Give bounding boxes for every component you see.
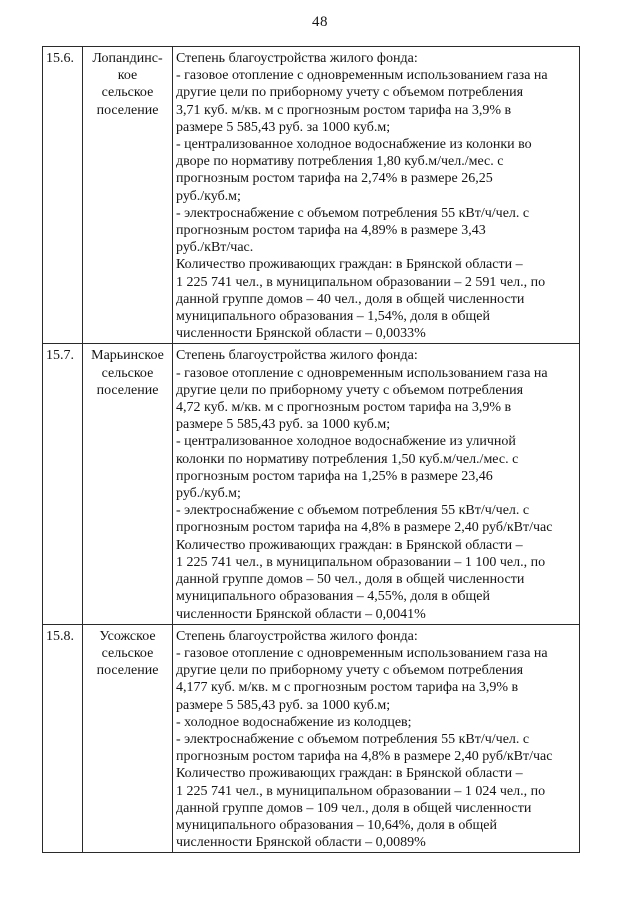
description-line: - холодное водоснабжение из колодцев; bbox=[176, 714, 412, 730]
description-line: размере 5 585,43 руб. за 1000 куб.м; bbox=[176, 697, 391, 713]
description-line: муниципального образования – 4,55%, доля в общей bbox=[176, 589, 491, 605]
description-line: руб./куб.м; bbox=[176, 486, 241, 502]
settlement-name-line: Усожское bbox=[99, 628, 156, 644]
settlement-name bbox=[83, 624, 173, 853]
description-line: прогнозным ростом тарифа на 4,89% в размере 3,43 bbox=[176, 223, 486, 239]
description-line: численности Брянской области – 0,0089% bbox=[176, 835, 426, 851]
description-line: прогнозным ростом тарифа на 4,8% в размере 2,40 руб/кВт/час bbox=[176, 520, 553, 536]
description-line: муниципального образования – 10,64%, доля в общей bbox=[176, 817, 498, 833]
description-line: Количество проживающих граждан: в Брянской области – bbox=[176, 257, 523, 273]
description-line: дворе по нормативу потребления 1,80 куб.м/чел./мес. с bbox=[176, 154, 504, 170]
description-line: численности Брянской области – 0,0041% bbox=[176, 606, 426, 622]
description-line: руб./куб.м; bbox=[176, 188, 241, 204]
table-row bbox=[43, 624, 580, 853]
row-number: 15.6. bbox=[43, 47, 83, 344]
description-line: колонки по нормативу потребления 1,50 куб.м/чел./мес. с bbox=[176, 451, 519, 467]
settlement-name-line: поселение bbox=[96, 382, 159, 398]
description-line: Степень благоустройства жилого фонда: bbox=[176, 51, 418, 66]
description-line: 3,71 куб. м/кв. м с прогнозным ростом тарифа на 3,9% в bbox=[176, 102, 512, 118]
settlement-name-line: Марьинское bbox=[91, 348, 164, 364]
housing-description bbox=[173, 344, 580, 624]
row-number: 15.8. bbox=[43, 624, 83, 853]
description-line: Количество проживающих граждан: в Брянской области – bbox=[176, 537, 523, 553]
description-line: - газовое отопление с одновременным использованием газа на bbox=[176, 68, 548, 84]
description-line: другие цели по приборному учету с объемом потребления bbox=[176, 663, 524, 679]
description-line: данной группе домов – 40 чел., доля в общей численности bbox=[176, 291, 525, 307]
description-line: прогнозным ростом тарифа на 4,8% в размере 2,40 руб/кВт/час bbox=[176, 749, 553, 765]
description-line: руб./кВт/час. bbox=[176, 240, 254, 256]
settlement-name-line: кое bbox=[117, 68, 138, 84]
description-line: другие цели по приборному учету с объемом потребления bbox=[176, 382, 524, 398]
description-line: размере 5 585,43 руб. за 1000 куб.м; bbox=[176, 119, 391, 135]
description-line: прогнозным ростом тарифа на 1,25% в размере 23,46 bbox=[176, 468, 493, 484]
description-line: 4,72 куб. м/кв. м с прогнозным ростом тарифа на 3,9% в bbox=[176, 400, 512, 416]
description-line: - газовое отопление с одновременным использованием газа на bbox=[176, 365, 548, 381]
housing-description bbox=[173, 624, 580, 853]
description-line: прогнозным ростом тарифа на 2,74% в размере 26,25 bbox=[176, 171, 493, 187]
description-line: 1 225 741 чел., в муниципальном образовании – 1 024 чел., по bbox=[176, 783, 546, 799]
settlement-name-line: сельское bbox=[101, 85, 154, 101]
table-row bbox=[43, 344, 580, 624]
description-line: 1 225 741 чел., в муниципальном образовании – 2 591 чел., по bbox=[176, 274, 546, 290]
description-line: 4,177 куб. м/кв. м с прогнозным ростом тарифа на 3,9% в bbox=[176, 680, 519, 696]
description-line: - газовое отопление с одновременным использованием газа на bbox=[176, 645, 548, 661]
row-number: 15.7. bbox=[43, 344, 83, 624]
description-line: муниципального образования – 1,54%, доля в общей bbox=[176, 309, 491, 325]
settlement-name bbox=[83, 47, 173, 344]
table-body bbox=[43, 47, 580, 853]
settlement-name-line: Лопандинс- bbox=[92, 51, 163, 66]
description-line: данной группе домов – 50 чел., доля в общей численности bbox=[176, 572, 525, 588]
description-line: размере 5 585,43 руб. за 1000 куб.м; bbox=[176, 417, 391, 433]
description-line: данной группе домов – 109 чел., доля в общей численности bbox=[176, 800, 532, 816]
settlement-name-line: поселение bbox=[96, 663, 159, 679]
description-line: - электроснабжение с объемом потребления 55 кВт/ч/чел. с bbox=[176, 731, 530, 747]
description-line: 1 225 741 чел., в муниципальном образовании – 1 100 чел., по bbox=[176, 554, 546, 570]
utilities-table bbox=[42, 46, 580, 853]
description-line: численности Брянской области – 0,0033% bbox=[176, 326, 426, 342]
description-line: Количество проживающих граждан: в Брянской области – bbox=[176, 766, 523, 782]
description-line: - централизованное холодное водоснабжение из уличной bbox=[176, 434, 516, 450]
page-number: 48 bbox=[312, 14, 328, 30]
settlement-name-line: поселение bbox=[96, 102, 159, 118]
description-line: другие цели по приборному учету с объемом потребления bbox=[176, 85, 524, 101]
description-line: - электроснабжение с объемом потребления 55 кВт/ч/чел. с bbox=[176, 503, 530, 519]
table-row bbox=[43, 47, 580, 344]
settlement-name-line: сельское bbox=[101, 645, 154, 661]
description-line: - централизованное холодное водоснабжение из колонки во bbox=[176, 137, 532, 153]
housing-description bbox=[173, 47, 580, 344]
description-line: Степень благоустройства жилого фонда: bbox=[176, 628, 418, 644]
settlement-name bbox=[83, 344, 173, 624]
settlement-name-line: сельское bbox=[101, 365, 154, 381]
description-line: - электроснабжение с объемом потребления 55 кВт/ч/чел. с bbox=[176, 205, 530, 221]
description-line: Степень благоустройства жилого фонда: bbox=[176, 348, 418, 364]
